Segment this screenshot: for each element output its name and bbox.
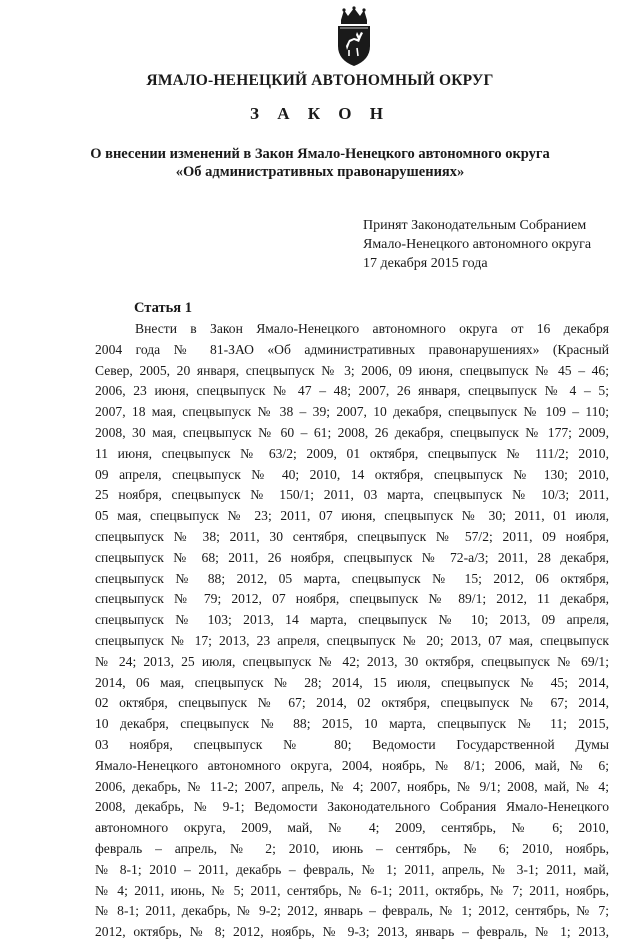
- article-line: спецвыпуск № 103; 2013, 14 марта, спецвыпуск № 10; 2013, 09 апреля,: [95, 612, 609, 628]
- article-line: 2008, декабрь, № 9-1; Ведомости Законодательного Собрания Ямало-Ненецкого: [95, 799, 609, 815]
- article-line: 11 июня, спецвыпуск № 63/2; 2009, 01 октября, спецвыпуск № 111/2; 2010,: [95, 445, 609, 461]
- article-line: спецвыпуск № 38; 2011, 30 сентября, спецвыпуск № 57/2; 2011, 09 ноября,: [95, 528, 609, 544]
- law-subject-line: «Об административных правонарушениях»: [175, 164, 465, 180]
- article-title: Статья 1: [134, 300, 192, 316]
- adoption-note: [363, 216, 633, 273]
- article-line: 2008, 30 мая, спецвыпуск № 60 – 61; 2008, 26 декабря, спецвыпуск № 177; 2009,: [95, 424, 609, 440]
- article-line: 09 апреля, спецвыпуск № 40; 2010, 14 октября, спецвыпуск № 130; 2010,: [95, 466, 609, 482]
- article-line: 03 ноября, спецвыпуск № 80; Ведомости Государственной Думы: [95, 736, 609, 752]
- article-line: автономного округа, 2009, май, № 4; 2009, сентябрь, № 6; 2010,: [95, 820, 609, 836]
- article-line: 2012, октябрь, № 8; 2012, ноябрь, № 9-3; 2013, январь – февраль, № 1; 2013,: [95, 924, 609, 940]
- adoption-line: Ямало-Ненецкого автономного округа: [363, 237, 592, 252]
- article-line: Север, 2005, 20 января, спецвыпуск № 3; 2006, 09 июня, спецвыпуск № 45 – 46;: [95, 362, 609, 378]
- coat-of-arms-icon: [332, 6, 376, 68]
- article-line: № 4; 2011, июнь, № 5; 2011, сентябрь, № 6-1; 2011, октябрь, № 7; 2011, ноябрь,: [95, 882, 609, 898]
- article-line: № 24; 2013, 25 июля, спецвыпуск № 42; 2013, 30 октября, спецвыпуск № 69/1;: [95, 653, 609, 669]
- adoption-date: 17 декабря 2015 года: [363, 256, 488, 271]
- article-line: Внести в Закон Ямало-Ненецкого автономного округа от 16 декабря: [135, 321, 609, 336]
- article-line: спецвыпуск № 79; 2012, 07 ноября, спецвыпуск № 89/1; 2012, 11 декабря,: [95, 591, 609, 607]
- article-line: 02 октября, спецвыпуск № 67; 2014, 02 октября, спецвыпуск № 67; 2014,: [95, 695, 609, 711]
- article-line: № 8-1; 2010 – 2011, декабрь – февраль, № 1; 2011, апрель, № 3-1; 2011, май,: [95, 861, 609, 877]
- law-subject-line: О внесении изменений в Закон Ямало-Ненецкого автономного округа: [90, 146, 550, 162]
- article-line: 2004 года № 81-ЗАО «Об административных правонарушениях» (Красный: [95, 341, 609, 357]
- article-line: Ямало-Ненецкого автономного округа, 2004, ноябрь, № 8/1; 2006, май, № 6;: [95, 757, 609, 773]
- article-line: спецвыпуск № 17; 2013, 23 апреля, спецвыпуск № 20; 2013, 07 мая, спецвыпуск: [95, 632, 609, 648]
- article-line: 2006, 23 июня, спецвыпуск № 47 – 48; 2007, 26 января, спецвыпуск № 4 – 5;: [95, 383, 609, 399]
- document-type: З А К О Н: [249, 104, 391, 123]
- article-line: 25 ноября, спецвыпуск № 150/1; 2011, 03 марта, спецвыпуск № 10/3; 2011,: [95, 487, 609, 503]
- article-line: февраль – апрель, № 2; 2010, июнь – сентябрь, № 6; 2010, ноябрь,: [95, 840, 609, 856]
- article-body: [95, 319, 609, 943]
- article-line: № 8-1; 2011, декабрь, № 9-2; 2012, январь – февраль, № 1; 2012, сентябрь, № 7;: [95, 903, 609, 919]
- article-line: 10 декабря, спецвыпуск № 88; 2015, 10 марта, спецвыпуск № 11; 2015,: [95, 716, 609, 732]
- article-line: 2014, 06 мая, спецвыпуск № 28; 2014, 15 июля, спецвыпуск № 45; 2014,: [95, 674, 609, 690]
- article-line: спецвыпуск № 68; 2011, 26 ноября, спецвыпуск № 72-а/3; 2011, 28 декабря,: [95, 549, 609, 565]
- article-line: 2007, 18 мая, спецвыпуск № 38 – 39; 2007, 10 декабря, спецвыпуск № 109 – 110;: [95, 404, 609, 420]
- law-subject: [70, 145, 570, 181]
- adoption-line: Принят Законодательным Собранием: [363, 218, 587, 233]
- article-line: спецвыпуск № 88; 2012, 05 марта, спецвыпуск № 15; 2012, 06 октября,: [95, 570, 609, 586]
- article-line: 2006, декабрь, № 11-2; 2007, апрель, № 4; 2007, ноябрь, № 9/1; 2008, май, № 4;: [95, 778, 609, 794]
- article-line: 05 мая, спецвыпуск № 23; 2011, 07 июня, спецвыпуск № 30; 2011, 01 июля,: [95, 508, 609, 524]
- okrug-name: ЯМАЛО-НЕНЕЦКИЙ АВТОНОМНЫЙ ОКРУГ: [146, 72, 494, 89]
